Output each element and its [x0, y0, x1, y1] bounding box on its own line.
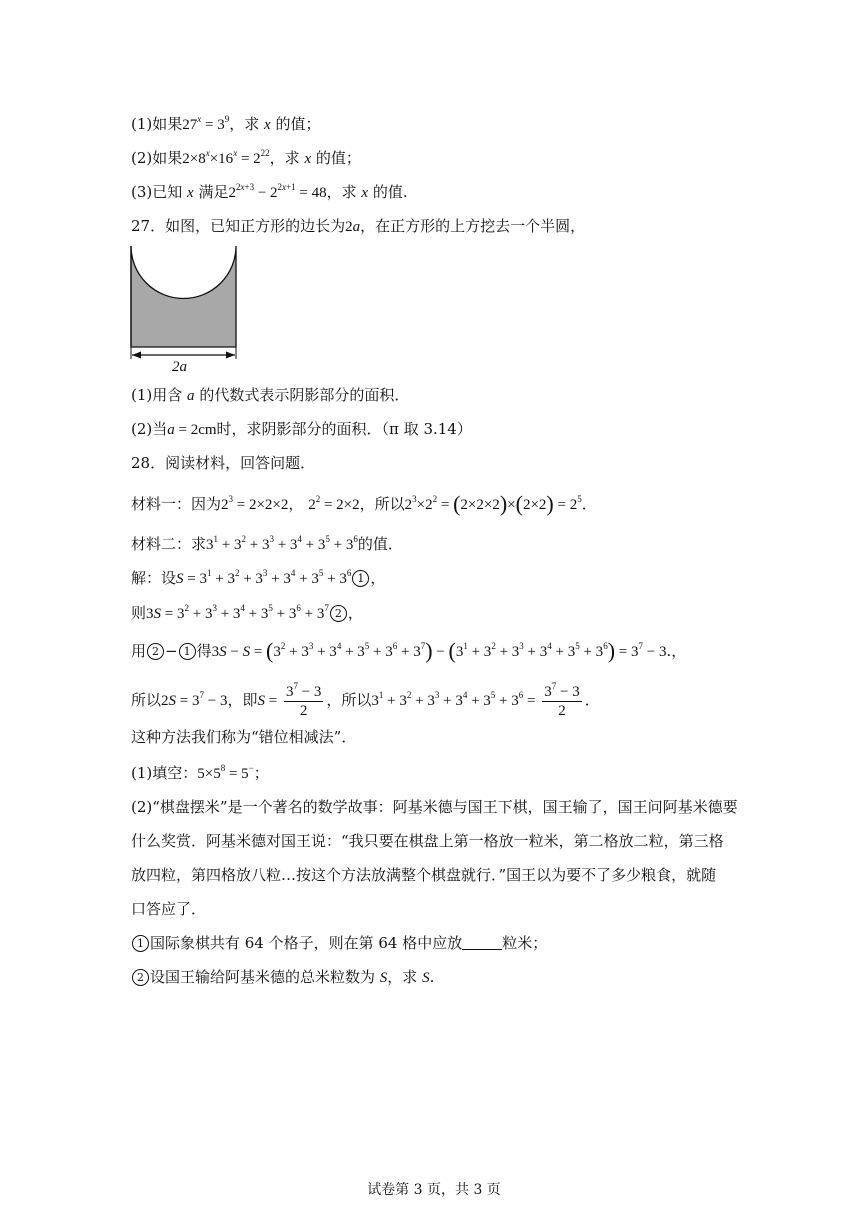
q28-method: 这种方法我们称为“错位相减法”． [131, 728, 357, 746]
arrow-head-left [132, 352, 141, 359]
page-footer: 试卷第 3 页，共 3 页 [367, 1182, 501, 1198]
shaded-region [131, 246, 236, 347]
q27-intro: 27．如图，已知正方形的边长为2a，在正方形的上方挖去一个半圆， [131, 217, 586, 235]
q28-intro: 28．阅读材料，回答问题． [131, 454, 316, 472]
q27-part1: (1)用含 a 的代数式表示阴影部分的面积． [131, 386, 410, 404]
answer-blank [462, 935, 502, 950]
q28-solution-step2: 则$3S = 3^2 + 3^3 + 3^4 + 3^5 + 3^6 + 3^7$ 2 ， [131, 603, 363, 622]
q26-part1: (1)如果$27^x = 3^9$，求 x 的值； [131, 114, 321, 133]
q28-part2-line3: 放四粒，第四格放八粒…按这个方法放满整个棋盘就行．”国王以为要不了多少粮食，就随 [131, 866, 717, 884]
figure-label: 2a [172, 359, 187, 373]
q28-solution-step3: 用 2 − 1 得$3S - S = (3^2 + 3^3 + 3^4 + 3^5 + 3^6 + 3^7) - (3^1 + 3^2 + 3^3 + 3^4 + 3^5 + 3^6) = 3^7 - 3$.， [131, 638, 687, 663]
q28-material1: 材料一：因为$2^3 = 2\times 2\times 2$， $2^2 = 2\times 2$，所以$2^3\times 2^2 = (2\times 2\times 2)\times(2\times 2) = 2^5$． [131, 491, 597, 516]
q27-part2: (2)当a = 2cm时，求阴影部分的面积．（π 取 3.14） [131, 420, 472, 438]
q28-part2-line1: (2)“棋盘摆米”是一个著名的数学故事：阿基米德与国王下棋，国王输了，国王问阿基米德要 [131, 798, 738, 816]
q27-figure [128, 243, 244, 373]
arrow-head-right [226, 352, 235, 359]
q28-subq1: 1 国际象棋共有 64 个格子，则在第 64 格中应放 粒米； [131, 932, 547, 954]
q28-solution-step4: 所以$2S = 3^7 - 3$，即S = $\frac{3^7 - 3}{2}$ ，所以$3^1 + 3^2 + 3^3 + 3^4 + 3^5 + 3^6$ = $\frac{3^7 - 3}{2}$ ． [131, 680, 600, 719]
q26-part2: (2)如果$2\times 8^x\times 16^x = 2^{22}$，求 x 的值； [131, 148, 361, 167]
q28-part2-line2: 什么奖赏．阿基米德对国王说：“我只要在棋盘上第一格放一粒米，第二格放二粒，第三格 [131, 832, 724, 850]
q28-subq2: 2 设国王输给阿基米德的总米粒数为 S，求 S. [131, 966, 434, 989]
q28-part2-line4: 口答应了． [131, 900, 207, 918]
q26-part3: (3)已知 x 满足$2^{2x+3} - 2^{2x+1} = 48$，求 x 的值. [131, 182, 408, 201]
q28-material2: 材料二：求$3^1 + 3^2 + 3^3 + 3^4 + 3^5 + 3^6$的值． [131, 534, 403, 553]
q28-part1: (1)填空：$5\times 5^8 = 5^-$； [131, 763, 269, 782]
q28-solution-step1: 解：设$S = 3^1 + 3^2 + 3^3 + 3^4 + 3^5 + 3^6$ 1 ， [131, 568, 386, 587]
